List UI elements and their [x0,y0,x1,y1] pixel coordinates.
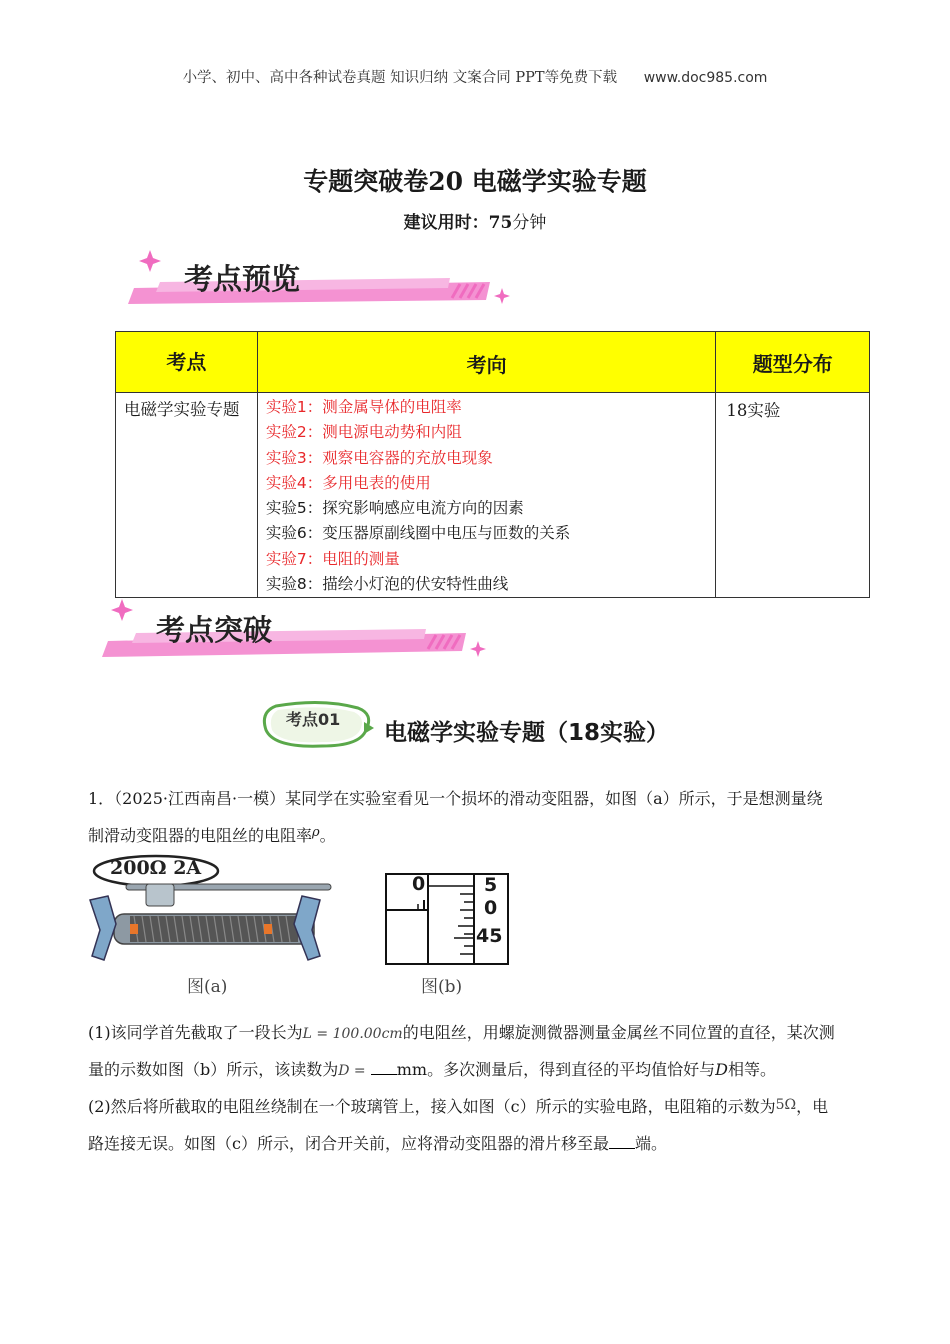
micrometer-tick-5: 5 [484,874,498,896]
sparkle-icon [470,641,486,657]
figure-a-caption: 图(a) [187,977,228,997]
experiment-item [266,420,708,445]
experiment-text: 测电源电动势和内阻 [322,423,462,442]
experiment-item [266,521,708,546]
section-badge-text: 考点01 [286,710,341,729]
subquestion-2-line [88,1094,868,1117]
experiment-label: 实验2： [265,423,323,442]
experiment-text: 探究影响感应电流方向的因素 [322,499,524,518]
length-value: L = 100.00cm [302,1026,403,1042]
experiment-label: 实验3： [265,448,323,467]
sparkle-icon [111,599,133,621]
experiment-label: 实验6： [265,524,323,543]
table-row [116,393,870,598]
table-header-row [116,332,870,393]
question-text: 的电阻丝，用螺旋测微器测量金属丝不同位置的直径，某次测 [402,1023,835,1042]
micrometer-tick-45: 45 [476,925,503,947]
sparkle-icon [494,288,510,304]
experiment-item [266,496,708,521]
question-text: 。 [319,826,336,845]
subquestion-1-line [88,1020,868,1043]
question-text: 相等。 [727,1060,776,1079]
header-text: 小学、初中、高中各种试卷真题 知识归纳 文案合同 PPT等免费下载 [182,70,618,86]
suggested-time-label: 建议用时： [403,213,489,233]
header-distribution: 题型分布 [716,332,870,393]
suggested-time-unit: 分钟 [512,213,547,233]
section-title: 电磁学实验专题（18实验） [384,720,670,746]
question-line [88,823,868,846]
question-text: 端。 [634,1134,667,1153]
diameter-symbol: D [715,1060,728,1079]
experiment-text: 观察电容器的充放电现象 [322,448,493,467]
experiment-text: 多用电表的使用 [322,473,431,492]
sparkle-icon [139,250,161,272]
experiment-item [266,547,708,572]
suggested-time-value: 75 [488,213,513,233]
header-direction: 考向 [257,332,716,393]
question-text: 量的示数如图（b）所示，该读数为 [88,1060,339,1079]
experiment-item [266,446,708,471]
banner-breakthrough-title: 考点突破 [156,613,273,647]
experiment-item [266,395,708,420]
question-text: mm。多次测量后，得到直径的平均值恰好与 [396,1060,716,1079]
figure-a-label: 200Ω 2A [110,857,202,879]
question-text: 路连接无误。如图（c）所示，闭合开关前，应将滑动变阻器的滑片移至最 [88,1134,609,1153]
experiment-label: 实验8： [265,575,323,594]
experiment-label: 实验7： [265,549,323,568]
resistance-value: 5Ω [775,1097,797,1113]
question-line: 1．（2025·江西南昌·一模）某同学在实验室看见一个损坏的滑动变阻器，如图（a）所示，于是想测量绕 [88,789,823,808]
question-text: ，电 [796,1097,829,1116]
experiment-text: 变压器原副线圈中电压与匝数的关系 [322,524,571,543]
subquestion-1-line [88,1057,868,1080]
micrometer-main-scale-zero: 0 [412,873,426,895]
banner-preview-graphic [120,248,520,314]
subquestion-2-line [88,1131,868,1154]
experiment-text: 测金属导体的电阻率 [322,398,462,416]
question-text: 制滑动变阻器的电阻丝的电阻率 [88,826,313,845]
topic-cell: 电磁学实验专题 [116,393,258,598]
experiments-cell [257,393,716,598]
experiment-item [266,572,708,597]
answer-blank[interactable] [371,1060,397,1075]
answer-blank[interactable] [609,1134,635,1149]
experiment-label: 实验4： [265,473,323,492]
header-topic: 考点 [116,332,258,393]
banner-preview-title: 考点预览 [184,262,301,296]
page-header [0,66,950,87]
experiment-text: 描绘小灯泡的伏安特性曲线 [322,575,509,594]
diameter-symbol: D = [338,1063,366,1079]
question-text: (1)该同学首先截取了一段长为 [88,1023,303,1042]
suggested-time [0,208,950,233]
experiment-text: 电阻的测量 [322,549,400,568]
experiment-item [266,471,708,496]
header-url[interactable]: www.doc985.com [643,70,768,86]
distribution-cell: 18实验 [716,393,870,598]
experiment-label: 实验1： [265,398,323,416]
rho-symbol: ρ [312,825,320,840]
question-text: (2)然后将所截取的电阻丝绕制在一个玻璃管上，接入如图（c）所示的实验电路，电阻箱的示数为 [88,1097,776,1116]
preview-table [115,331,870,598]
experiment-label: 实验5： [265,499,323,518]
figure-b-caption: 图(b) [421,977,463,997]
micrometer-tick-0: 0 [484,897,498,919]
page-title: 专题突破卷20 电磁学实验专题 [303,167,647,196]
